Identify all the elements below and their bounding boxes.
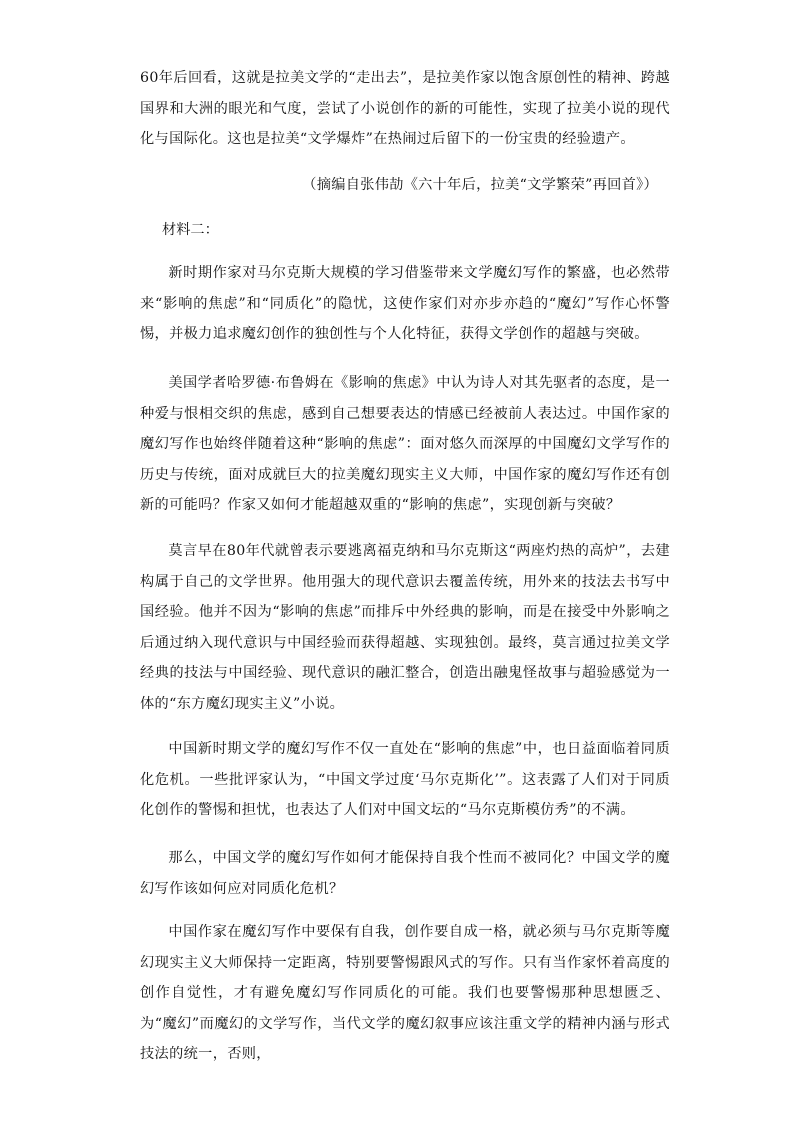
continuation-paragraph: 60年后回看，这就是拉美文学的“走出去”，是拉美作家以饱含原创性的精神、跨越国界和大洲的眼光和气度，尝试了小说创作的新的可能性，实现了拉美小说的现代化与国际化。这也是拉美“文学爆炸”在热闹过后留下的一份宝贵的经验遗产。 — [140, 70, 670, 147]
body-paragraph: 中国新时期文学的魔幻写作不仅一直处在“影响的焦虑”中，也日益面临着同质化危机。一些批评家认为，“中国文学过度‘马尔克斯化’”。这表露了人们对于同质化创作的警惕和担忧，也表达了人们对中国文坛的“马尔克斯模仿秀”的不满。 — [140, 741, 670, 818]
body-paragraph: 美国学者哈罗德·布鲁姆在《影响的焦虑》中认为诗人对其先驱者的态度，是一种爱与恨相交织的焦虑，感到自己想要表达的情感已经被前人表达过。中国作家的魔幻写作也始终伴随着这种“影响的焦虑”：面对悠久而深厚的中国魔幻文学写作的历史与传统，面对成就巨大的拉美魔幻现实主义大师，中国作家的魔幻写作还有创新的可能吗？作家又如何才能超越双重的“影响的焦虑”，实现创新与突破？ — [140, 375, 670, 513]
material-label: 材料二： — [162, 222, 219, 238]
body-paragraph-5-block — [140, 843, 670, 904]
source-citation: （摘编自张伟劼《六十年后，拉美“文学繁荣”再回首》） — [302, 177, 658, 193]
body-paragraph: 莫言早在80年代就曾表示要逃离福克纳和马尔克斯这“两座灼热的高炉”，去建构属于自己的文学世界。他用强大的现代意识去覆盖传统，用外来的技法去书写中国经验。他并不因为“影响的焦虑”而排斥中外经典的影响，而是在接受中外影响之后通过纳入现代意识与中国经验而获得超越、实现独创。最终，莫言通过拉美文学经典的技法与中国经验、现代意识的融汇整合，创造出融鬼怪故事与超验感觉为一体的“东方魔幻现实主义”小说。 — [140, 543, 670, 712]
body-paragraph: 新时期作家对马尔克斯大规模的学习借鉴带来文学魔幻写作的繁盛，也必然带来“影响的焦虑”和“同质化”的隐忧，这使作家们对亦步亦趋的“魔幻”写作心怀警惕，并极力追求魔幻创作的独创性与个人化特征，获得文学创作的超越与突破。 — [140, 265, 670, 342]
body-paragraph: 那么，中国文学的魔幻写作如何才能保持自我个性而不被同化？中国文学的魔幻写作该如何应对同质化危机？ — [140, 850, 670, 897]
body-paragraph-6-block — [140, 917, 670, 1070]
body-paragraph: 中国作家在魔幻写作中要保有自我，创作要自成一格，就必须与马尔克斯等魔幻现实主义大师保持一定距离，特别要警惕跟风式的写作。只有当作家怀着高度的创作自觉性，才有避免魔幻写作同质化的可能。我们也要警惕那种思想匮乏、为“魔幻”而魔幻的文学写作，当代文学的魔幻叙事应该注重文学的精神内涵与形式技法的统一，否则， — [140, 924, 670, 1062]
body-paragraph-1-block — [140, 258, 670, 350]
body-paragraph-3-block — [140, 536, 670, 719]
body-paragraph-4-block — [140, 734, 670, 826]
body-paragraph-2-block — [140, 368, 670, 521]
continuation-block — [140, 63, 670, 155]
